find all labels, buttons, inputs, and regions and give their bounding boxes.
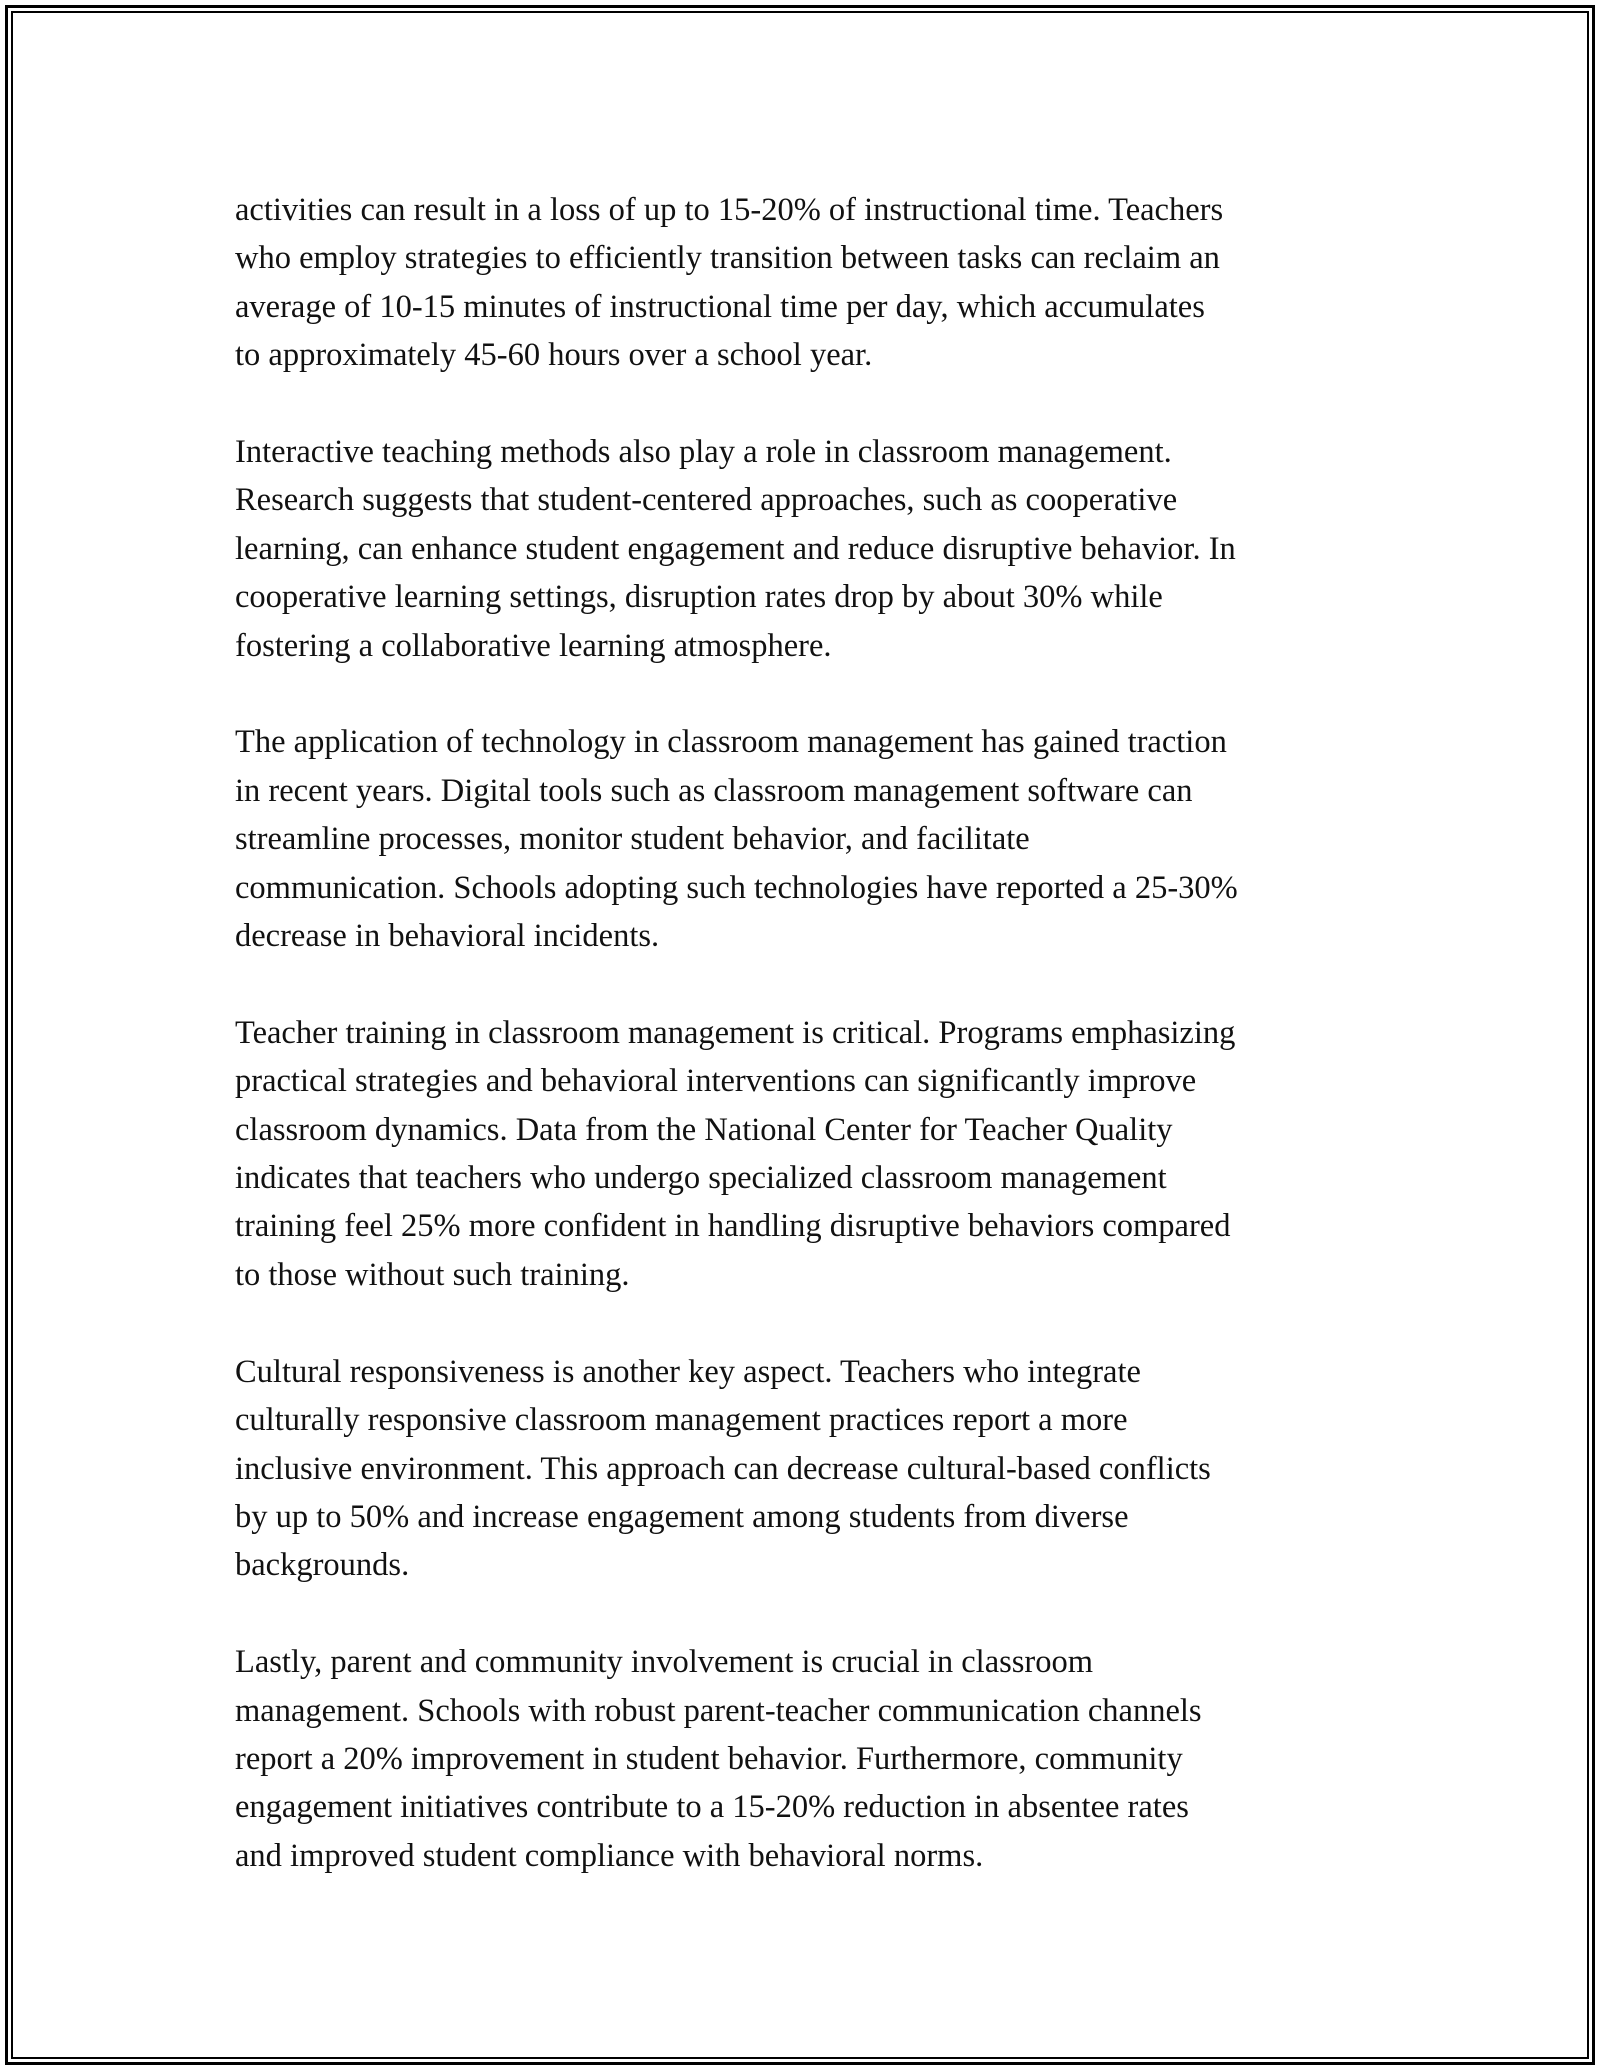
text-line: indicates that teachers who undergo specialized classroom management [235, 1160, 1167, 1197]
paragraph-teacher-training [235, 1009, 1385, 1299]
text-line: Research suggests that student-centered approaches, such as cooperative [235, 482, 1178, 519]
text-line: Cultural responsiveness is another key aspect. Teachers who integrate [235, 1353, 1141, 1390]
text-line: training feel 25% more confident in handling disruptive behaviors compared [235, 1208, 1231, 1245]
text-line: to those without such training. [235, 1256, 630, 1293]
paragraph-technology [235, 718, 1385, 960]
text-line: by up to 50% and increase engagement among students from diverse [235, 1498, 1129, 1535]
document-body [235, 186, 1385, 1929]
text-line: inclusive environment. This approach can decrease cultural-based conflicts [235, 1450, 1211, 1487]
text-line: learning, can enhance student engagement and reduce disruptive behavior. In [235, 530, 1236, 567]
text-line: cooperative learning settings, disruption rates drop by about 30% while [235, 579, 1163, 616]
text-line: in recent years. Digital tools such as classroom management software can [235, 772, 1193, 809]
text-line: classroom dynamics. Data from the National Center for Teacher Quality [235, 1111, 1173, 1148]
paragraph-cultural-responsiveness [235, 1348, 1385, 1590]
text-line: fostering a collaborative learning atmosphere. [235, 627, 832, 664]
text-line: and improved student compliance with behavioral norms. [235, 1837, 984, 1874]
text-line: Teacher training in classroom management is critical. Programs emphasizing [235, 1014, 1236, 1051]
text-line: report a 20% improvement in student behavior. Furthermore, community [235, 1740, 1183, 1777]
text-line: Lastly, parent and community involvement is crucial in classroom [235, 1644, 1094, 1681]
paragraph-parent-community [235, 1638, 1385, 1880]
text-line: decrease in behavioral incidents. [235, 918, 660, 955]
text-line: management. Schools with robust parent-teacher communication channels [235, 1692, 1202, 1729]
text-line: The application of technology in classroom management has gained traction [235, 724, 1227, 761]
text-line: streamline processes, monitor student behavior, and facilitate [235, 821, 1030, 858]
text-line: culturally responsive classroom management practices report a more [235, 1402, 1128, 1439]
text-line: engagement initiatives contribute to a 15-20% reduction in absentee rates [235, 1789, 1189, 1826]
text-line: practical strategies and behavioral interventions can significantly improve [235, 1063, 1197, 1100]
text-line: Interactive teaching methods also play a role in classroom management. [235, 434, 1172, 471]
text-line: to approximately 45-60 hours over a school year. [235, 337, 873, 374]
text-line: activities can result in a loss of up to 15-20% of instructional time. Teachers [235, 192, 1224, 228]
text-line: communication. Schools adopting such technologies have reported a 25-30% [235, 869, 1238, 906]
paragraph-instructional-time [235, 186, 1385, 380]
text-line: average of 10-15 minutes of instructional time per day, which accumulates [235, 288, 1205, 325]
text-line: backgrounds. [235, 1547, 410, 1584]
paragraph-interactive-teaching [235, 428, 1385, 670]
text-line: who employ strategies to efficiently transition between tasks can reclaim an [235, 240, 1220, 277]
